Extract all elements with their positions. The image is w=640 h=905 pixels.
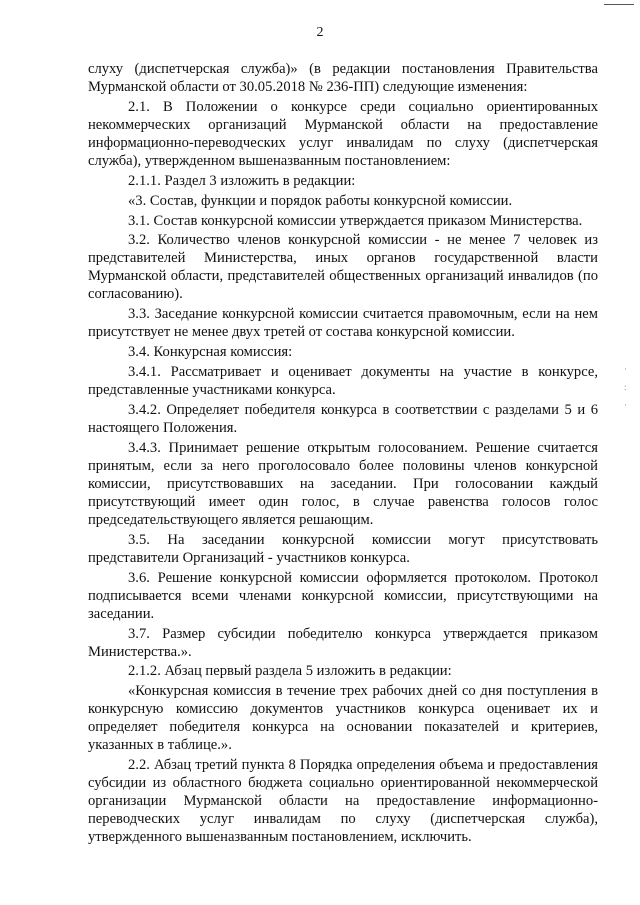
paragraph-3-4-2: 3.4.2. Определяет победителя конкурса в соответствии с разделами 5 и 6 настоящего Положения. [88,402,598,437]
paragraph-3-7: 3.7. Размер субсидии победителю конкурса утверждается приказом Министерства.». [88,625,598,660]
paragraph-intro: слуху (диспетчерская служба)» (в редакции постановления Правительства Мурманской области от 30.05.2018 № 236-ПП) следующие изменения: [88,61,598,95]
scan-edge-mark [604,4,634,5]
paragraph-2-1: 2.1. В Положении о конкурсе среди социально ориентированных некоммерческих организаций Мурманской области на предоставление информационно-переводческих услуг инвалидам по слуху (диспетчерская служба), утвержденном вышеназванным постановлением: [88,98,598,169]
paragraph-2-1-2: 2.1.2. Абзац первый раздела 5 изложить в редакции: [128,663,452,680]
document-body [88,60,598,848]
paragraph-3-4: 3.4. Конкурсная комиссия: [128,344,293,361]
paragraph-2-2: 2.2. Абзац третий пункта 8 Порядка определения объема и предоставления субсидии из областного бюджета социально ориентированной некоммерческой организации Мурманской области на предоставление информационно-переводческих услуг инвалидам по слуху (диспетчерская служба), утвержденного вышеназванным постановлением, исключить. [88,757,598,846]
paragraph-2-1-1: 2.1.1. Раздел 3 изложить в редакции: [128,172,356,189]
paragraph-3-4-1: 3.4.1. Рассматривает и оценивает документы на участие в конкурсе, представленные участниками конкурса. [88,364,598,399]
page-number: 2 [316,25,324,40]
paragraph-3-6: 3.6. Решение конкурсной комиссии оформляется протоколом. Протокол подписывается всеми членами конкурсной комиссии, присутствующими на заседании. [88,569,598,622]
paragraph-commission-quote: «Конкурсная комиссия в течение трех рабочих дней со дня поступления в конкурсную комиссию документов участников конкурса оценивает их и определяет победителя конкурса на основании показателей и критериев, указанных в таблице.». [88,683,598,754]
paragraph-3-5: 3.5. На заседании конкурсной комиссии могут присутствовать представители Организаций - участников конкурса. [88,531,598,566]
paragraph-3-4-3: 3.4.3. Принимает решение открытым голосованием. Решение считается принятым, если за него проголосовало более половины членов конкурсной комиссии, присутствовавших на заседании. При голосовании каждый присутствующий имеет один голос, в случае равенства голосов голос председательствующего является решающим. [88,439,598,528]
paragraph-3-2: 3.2. Количество членов конкурсной комиссии - не менее 7 человек из представителей Министерства, иных органов государственной власти Мурманской области, представителей общественных организаций инвалидов (по согласованию). [88,232,598,303]
scan-margin-marks: · : · [624,364,627,410]
paragraph-3-3: 3.3. Заседание конкурсной комиссии считается правомочным, если на нем присутствует не менее двух третей от состава конкурсной комиссии. [88,306,598,341]
paragraph-section-3-heading: «3. Состав, функции и порядок работы конкурсной комиссии. [128,192,513,209]
paragraph-3-1: 3.1. Состав конкурсной комиссии утверждается приказом Министерства. [128,212,583,229]
